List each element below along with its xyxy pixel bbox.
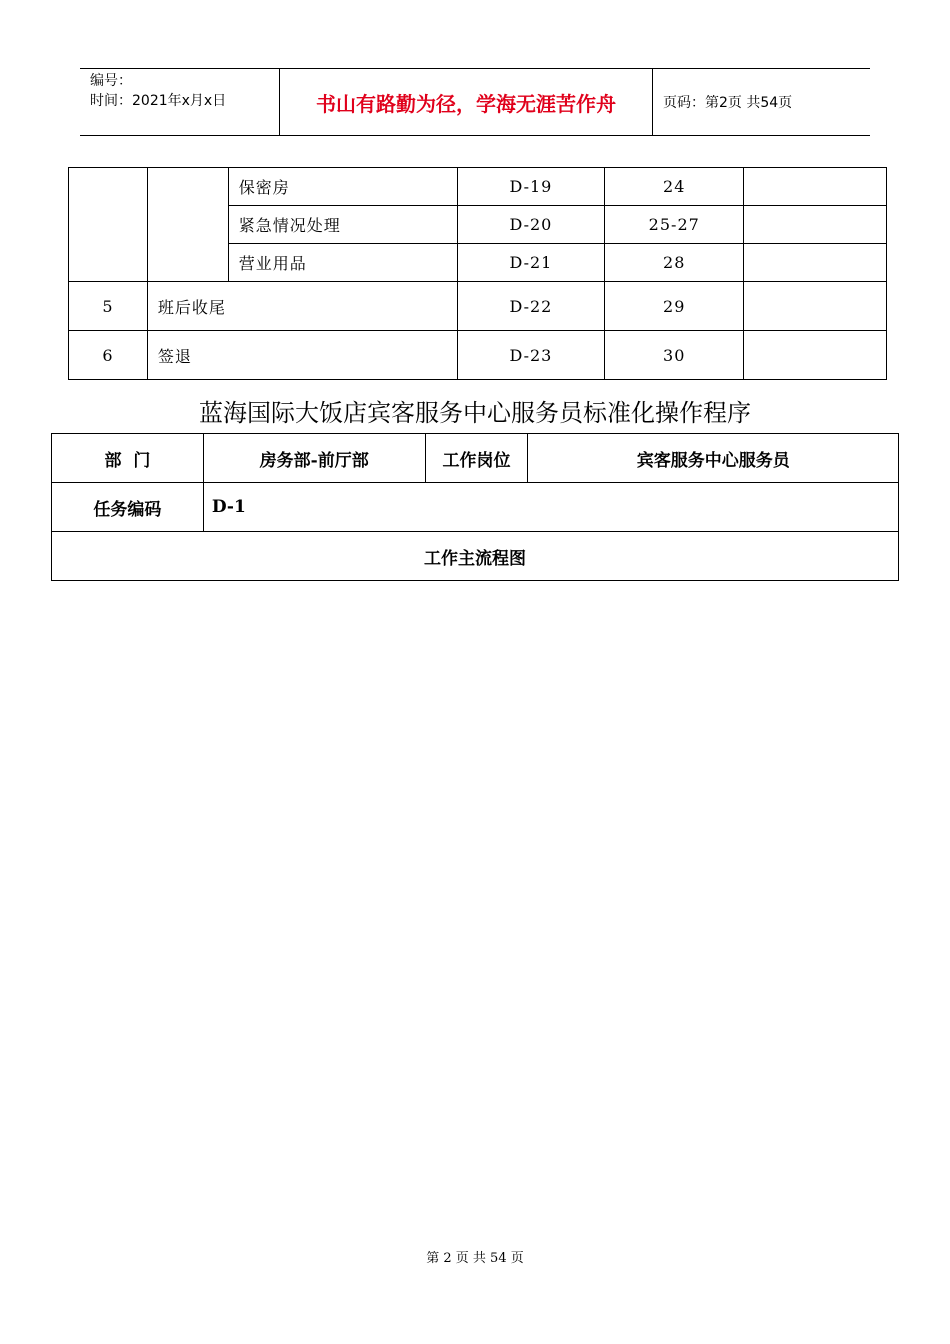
table-row [52,483,899,532]
index-page: 29 [605,282,744,331]
index-page: 28 [605,244,744,282]
page-footer: 第 2 页 共 54 页 [426,1251,524,1266]
index-page: 30 [605,331,744,380]
flow-title: 工作主流程图 [52,532,899,581]
header-motto-cell [280,69,653,135]
index-item: 营业用品 [228,244,457,282]
header-meta [80,69,280,135]
index-num: 5 [69,282,148,331]
table-row [69,168,887,206]
post-label: 工作岗位 [425,434,528,483]
task-code-value: D-1 [203,483,898,532]
page-title: 蓝海国际大饭店宾客服务中心服务员标准化操作程序 [199,399,751,427]
index-note [744,168,887,206]
page-header [80,68,870,136]
index-code: D-21 [457,244,605,282]
index-item: 保密房 [228,168,457,206]
index-section-cell [147,168,228,282]
task-code-label: 任务编码 [52,483,204,532]
dept-value: 房务部-前厅部 [203,434,425,483]
serial-label: 编号： [90,73,132,89]
table-row [52,434,899,483]
index-note [744,244,887,282]
index-table [68,167,887,380]
index-code: D-20 [457,206,605,244]
index-section: 班后收尾 [147,282,457,331]
table-row [69,331,887,380]
post-value: 宾客服务中心服务员 [528,434,899,483]
index-note [744,282,887,331]
dept-label: 部 门 [52,434,204,483]
table-row [69,282,887,331]
time-label: 时间：2021年x月x日 [90,93,227,109]
table-row [52,532,899,581]
index-page: 24 [605,168,744,206]
index-note [744,206,887,244]
index-num: 6 [69,331,148,380]
procedure-form-table [51,433,899,581]
index-code: D-22 [457,282,605,331]
index-item: 紧急情况处理 [228,206,457,244]
index-code: D-23 [457,331,605,380]
index-code: D-19 [457,168,605,206]
index-section: 签退 [147,331,457,380]
index-num-cell [69,168,148,282]
header-page-info: 页码：第2页 共54页 [663,95,793,111]
header-motto: 书山有路勤为径，学海无涯苦作舟 [316,91,616,116]
index-note [744,331,887,380]
index-page: 25-27 [605,206,744,244]
